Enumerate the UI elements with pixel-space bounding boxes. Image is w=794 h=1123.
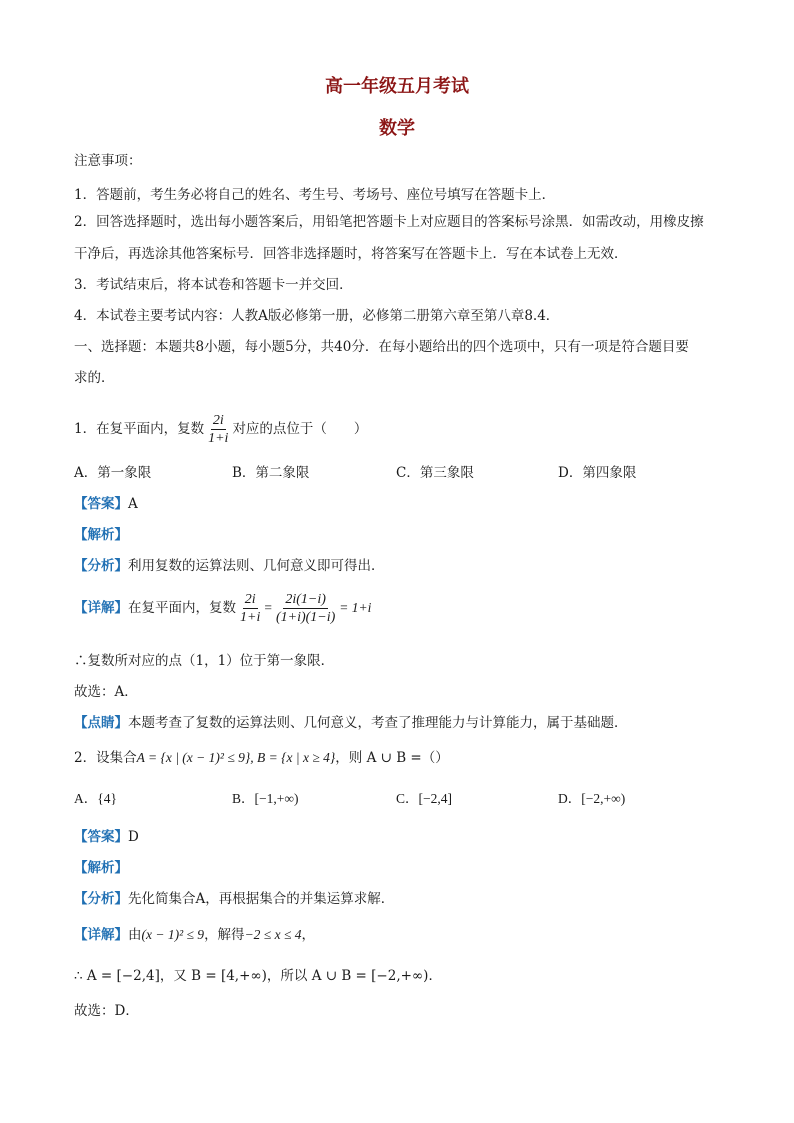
q2-option-c: C．[−2,4] bbox=[396, 791, 452, 806]
q2-xiangjie bbox=[74, 925, 315, 945]
q2-stem-suffix: ，则 A ∪ B =（） bbox=[335, 750, 449, 766]
q1-eq-result: = 1+i bbox=[339, 600, 372, 615]
q1-answer bbox=[74, 494, 138, 514]
q1-option-b: B．第二象限 bbox=[232, 465, 310, 481]
q1-xiangjie-tag: 【详解】 bbox=[74, 600, 128, 616]
q1-fenxi bbox=[74, 556, 385, 576]
q1-answer-tag: 【答案】 bbox=[74, 496, 128, 512]
q2-xiangjie-tag: 【详解】 bbox=[74, 927, 128, 943]
q1-eq-fraction-1 bbox=[238, 591, 262, 626]
q1-frac-den: 1+i bbox=[208, 431, 229, 446]
exam-title: 高一年级五月考试 bbox=[325, 76, 469, 97]
q2-guxuan: 故选：D． bbox=[74, 1003, 139, 1019]
q1-xiangjie bbox=[74, 591, 371, 626]
q2-answer-tag: 【答案】 bbox=[74, 829, 128, 845]
q2-xiangjie-end: ， bbox=[301, 927, 315, 943]
notes-item-3: 3．考试结束后，将本试卷和答题卡一并交回． bbox=[74, 277, 353, 293]
q2-fenxi bbox=[74, 889, 394, 909]
q1-eq-equals: = bbox=[264, 600, 272, 615]
q1-stem-suffix: 对应的点位于（ ） bbox=[232, 421, 368, 437]
q2-xiangjie-expr: (x − 1)² ≤ 9 bbox=[141, 927, 205, 942]
q1-option-a: A．第一象限 bbox=[74, 465, 152, 481]
q2-xiangjie-prefix: 由 bbox=[128, 927, 142, 943]
q1-stem-prefix: 1．在复平面内，复数 bbox=[74, 421, 205, 437]
q1-option-d: D．第四象限 bbox=[558, 465, 637, 481]
section-1-line-1: 一、选择题：本题共8小题，每小题5分，共40分．在每小题给出的四个选项中，只有一项是符合题目要 bbox=[74, 339, 689, 355]
q2-fenxi-tag: 【分析】 bbox=[74, 891, 128, 907]
q1-option-c: C．第三象限 bbox=[396, 465, 474, 481]
notes-item-1: 1．答题前，考生务必将自己的姓名、考生号、考场号、座位号填写在答题卡上． bbox=[74, 187, 556, 203]
q1-jiexi-tag: 【解析】 bbox=[74, 527, 128, 543]
q2-set-a: A = {x | (x − 1)² ≤ 9} bbox=[136, 750, 251, 765]
q1-fenxi-tag: 【分析】 bbox=[74, 558, 128, 574]
q1-stem bbox=[74, 412, 367, 447]
q1-answer-value: A bbox=[128, 496, 138, 512]
q1-dianjing-tag: 【点睛】 bbox=[74, 715, 128, 731]
q1-dianjing-text: 本题考查了复数的运算法则、几何意义，考查了推理能力与计算能力，属于基础题． bbox=[128, 715, 628, 731]
q1-fraction bbox=[206, 412, 230, 447]
q1-fenxi-text: 利用复数的运算法则、几何意义即可得出． bbox=[128, 558, 385, 574]
notes-heading: 注意事项： bbox=[74, 153, 142, 169]
q1-frac-num: 2i bbox=[212, 413, 224, 428]
q1-dianjing bbox=[74, 713, 628, 733]
q1-eq-frac2-num: 2i(1−i) bbox=[285, 592, 326, 607]
q2-jiexi bbox=[74, 858, 128, 878]
q2-jiexi-tag: 【解析】 bbox=[74, 860, 128, 876]
q2-stem bbox=[74, 748, 449, 768]
q2-line-2: ∴ A = [−2,4]，又 B = [4,+∞)，所以 A ∪ B = [−2,+∞)． bbox=[74, 968, 442, 984]
q2-option-d: D．[−2,+∞) bbox=[558, 791, 626, 806]
q2-answer bbox=[74, 827, 139, 847]
notes-item-2-line-1: 2．回答选择题时，选出每小题答案后，用铅笔把答题卡上对应题目的答案标号涂黑．如需改动，用橡皮擦 bbox=[74, 214, 704, 230]
q2-option-b: B．[−1,+∞) bbox=[232, 791, 299, 806]
q1-conclusion: ∴复数所对应的点（1，1）位于第一象限． bbox=[74, 653, 335, 669]
notes-item-2-line-2: 干净后，再选涂其他答案标号．回答非选择题时，将答案写在答题卡上．写在本试卷上无效． bbox=[74, 246, 628, 262]
q2-stem-prefix: 2．设集合 bbox=[74, 750, 137, 766]
q1-eq-fraction-2 bbox=[274, 591, 337, 626]
q1-xiangjie-prefix: 在复平面内，复数 bbox=[128, 600, 236, 616]
q2-xiangjie-range: −2 ≤ x ≤ 4 bbox=[244, 927, 302, 942]
q2-set-b: , B = {x | x ≥ 4} bbox=[250, 750, 336, 765]
q1-eq-frac1-den: 1+i bbox=[240, 610, 261, 625]
q1-eq-frac1-num: 2i bbox=[244, 592, 256, 607]
q2-answer-value: D bbox=[128, 829, 139, 845]
q2-option-a: A．{4} bbox=[74, 791, 117, 806]
q2-fenxi-text: 先化简集合A，再根据集合的并集运算求解． bbox=[128, 891, 395, 907]
q1-eq-frac2-den: (1+i)(1−i) bbox=[275, 610, 336, 625]
q2-xiangjie-mid: ，解得 bbox=[204, 927, 245, 943]
q1-guxuan: 故选：A． bbox=[74, 684, 138, 700]
section-1-line-2: 求的． bbox=[74, 370, 115, 386]
q1-jiexi bbox=[74, 525, 128, 545]
subject-title: 数学 bbox=[379, 118, 415, 139]
notes-item-4: 4．本试卷主要考试内容：人教A版必修第一册，必修第二册第六章至第八章8.4． bbox=[74, 308, 560, 324]
